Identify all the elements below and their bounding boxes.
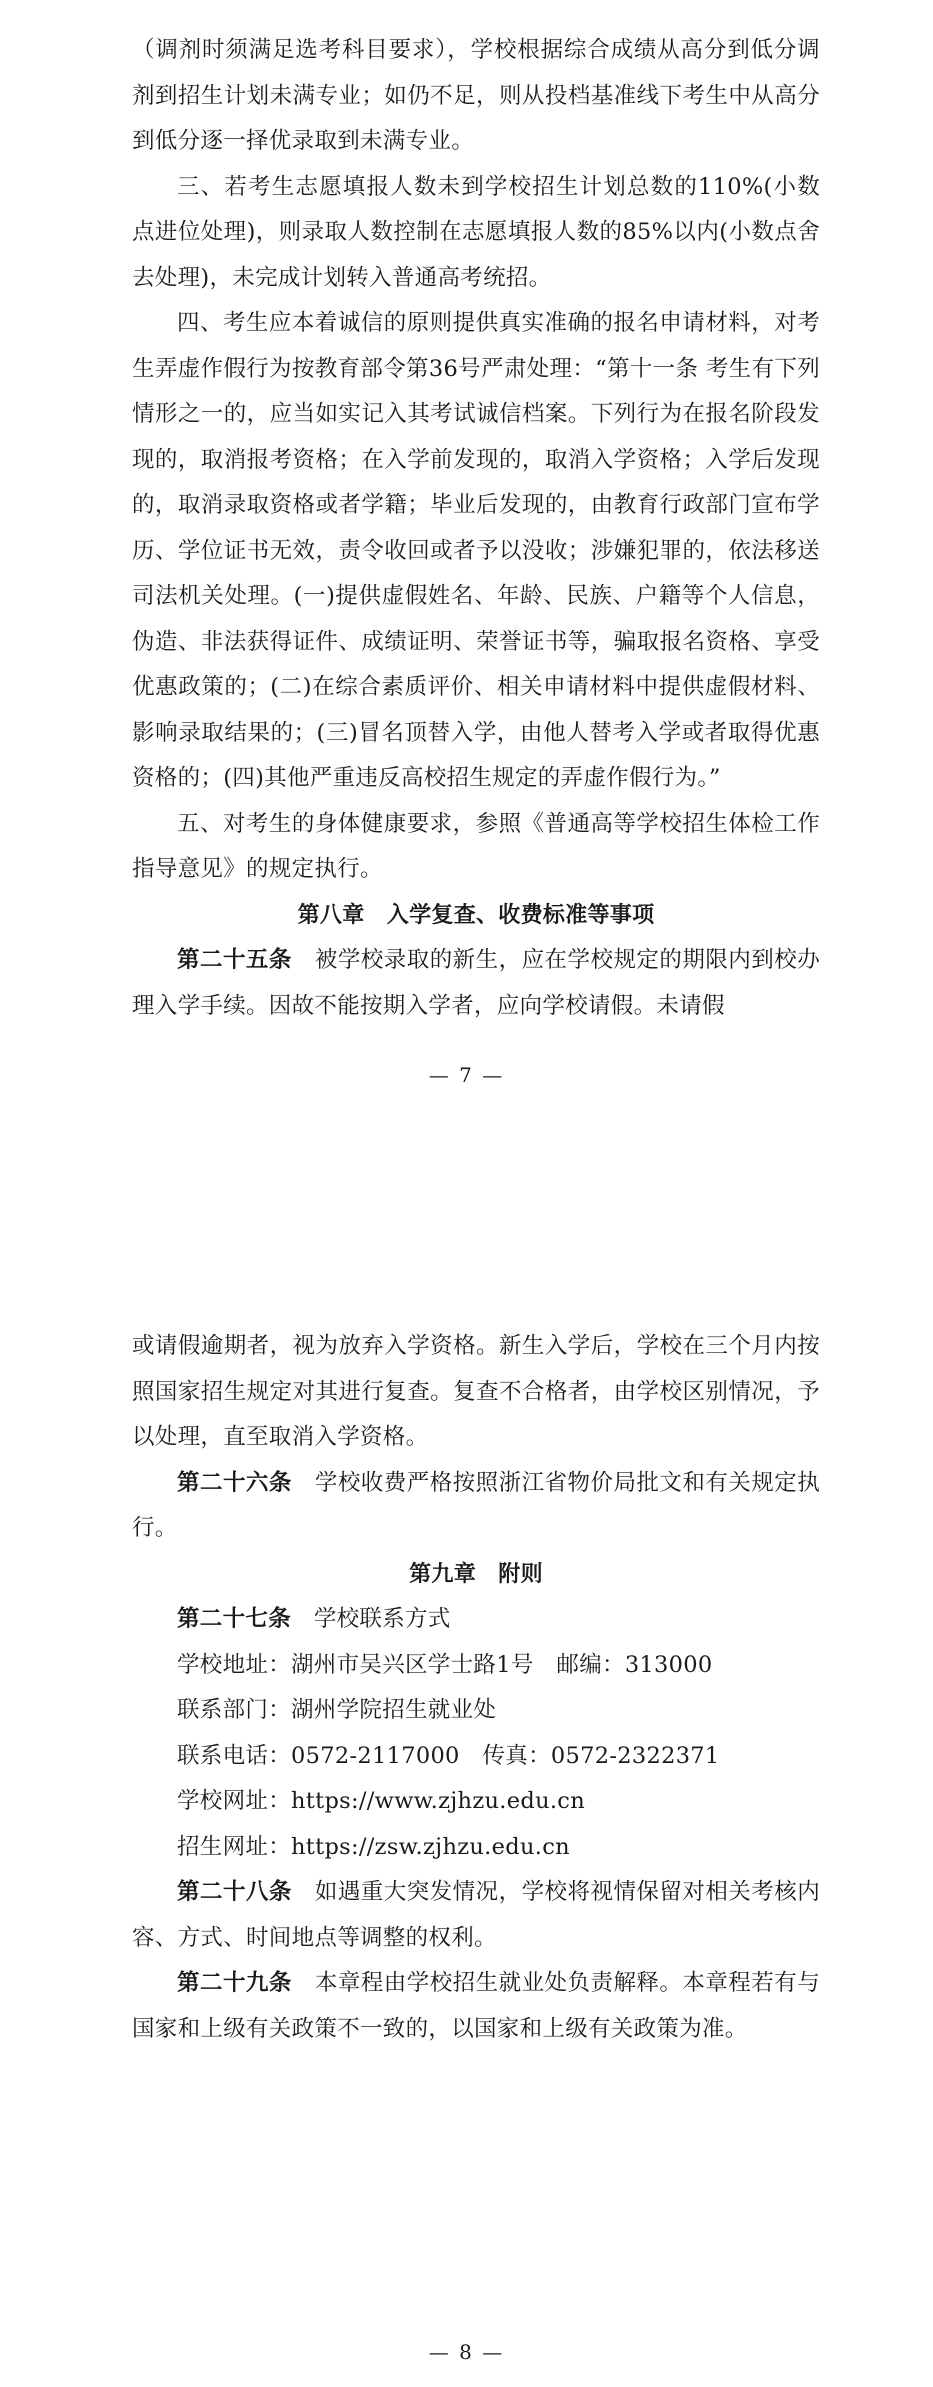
article-25-text: 被学校录取的新生，应在学校规定的期限内到校办理入学手续。因故不能按期入学者，应向学校请假。未请假 bbox=[132, 947, 820, 1019]
chapter-9-title: 第九章 附则 bbox=[409, 1561, 543, 1587]
paragraph-quota-rule: 三、若考生志愿填报人数未到学校招生计划总数的110%(小数点进位处理)，则录取人数控制在志愿填报人数的85%以内(小数点舍去处理)，未完成计划转入普通高考统招。 bbox=[132, 173, 820, 291]
article-28-text: 如遇重大突发情况，学校将视情保留对相关考核内容、方式、时间地点等调整的权利。 bbox=[132, 1879, 820, 1951]
paragraph-integrity: 四、考生应本着诚信的原则提供真实准确的报名申请材料，对考生弄虚作假行为按教育部令第36号严肃处理：“第十一条 考生有下列情形之一的，应当如实记入其考试诚信档案。下列行为在报名阶段发现的，取消报考资格；在入学前发现的，取消入学资格；入学后发现的，取消录取资格或者学籍；毕业后发现的，由教育行政部门宣布学历、学位证书无效，责令收回或者予以没收；涉嫌犯罪的，依法移送司法机关处理。(一)提供虚假姓名、年龄、民族、户籍等个人信息，伪造、非法获得证件、成绩证明、荣誉证书等，骗取报名资格、享受优惠政策的；(二)在综合素质评价、相关申请材料中提供虚假材料、影响录取结果的；(三)冒名顶替入学，由他人替考入学或者取得优惠资格的；(四)其他严重违反高校招生规定的弄虚作假行为。” bbox=[132, 310, 820, 791]
article-29 bbox=[132, 1961, 820, 2052]
article-28 bbox=[132, 1870, 820, 1961]
paragraph-adjustment: （调剂时须满足选考科目要求），学校根据综合成绩从高分到低分调剂到招生计划未满专业；如仍不足，则从投档基准线下考生中从高分到低分逐一择优录取到未满专业。 bbox=[132, 37, 820, 154]
chapter-8-title: 第八章 入学复查、收费标准等事项 bbox=[297, 902, 655, 928]
contact-admission-site: 招生网址：https://zsw.zjhzu.edu.cn bbox=[177, 1833, 570, 1860]
page-8-body bbox=[132, 1324, 820, 2052]
paragraph-continuation: 或请假逾期者，视为放弃入学资格。新生入学后，学校在三个月内按照国家招生规定对其进行复查。复查不合格者，由学校区别情况，予以处理，直至取消入学资格。 bbox=[132, 1333, 820, 1450]
article-29-label: 第二十九条 bbox=[177, 1970, 292, 1996]
article-28-label: 第二十八条 bbox=[177, 1879, 292, 1905]
page-number-7: — 7 — bbox=[428, 1063, 505, 1087]
page-7-body bbox=[132, 28, 820, 1029]
article-27-label: 第二十七条 bbox=[177, 1606, 292, 1632]
contact-department: 联系部门：湖州学院招生就业处 bbox=[177, 1697, 497, 1723]
article-29-text: 本章程由学校招生就业处负责解释。本章程若有与国家和上级有关政策不一致的，以国家和上级有关政策为准。 bbox=[132, 1970, 820, 2042]
document-page-7 bbox=[0, 0, 933, 1160]
page-number-8: — 8 — bbox=[428, 2340, 505, 2364]
contact-phone: 联系电话：0572-2117000 传真：0572-2322371 bbox=[177, 1742, 720, 1769]
article-25 bbox=[132, 938, 820, 1029]
article-26-label: 第二十六条 bbox=[177, 1469, 292, 1496]
article-27 bbox=[132, 1597, 820, 1643]
paragraph-health: 五、对考生的身体健康要求，参照《普通高等学校招生体检工作指导意见》的规定执行。 bbox=[132, 810, 820, 882]
contact-address: 学校地址：湖州市吴兴区学士路1号 邮编：313000 bbox=[177, 1651, 713, 1678]
article-26 bbox=[132, 1461, 820, 1552]
article-27-text: 学校联系方式 bbox=[313, 1606, 451, 1632]
article-26-text: 学校收费严格按照浙江省物价局批文和有关规定执行。 bbox=[132, 1469, 820, 1541]
contact-website: 学校网址：https://www.zjhzu.edu.cn bbox=[177, 1788, 585, 1814]
article-25-label: 第二十五条 bbox=[177, 947, 292, 973]
document-page-8 bbox=[0, 1160, 933, 2387]
